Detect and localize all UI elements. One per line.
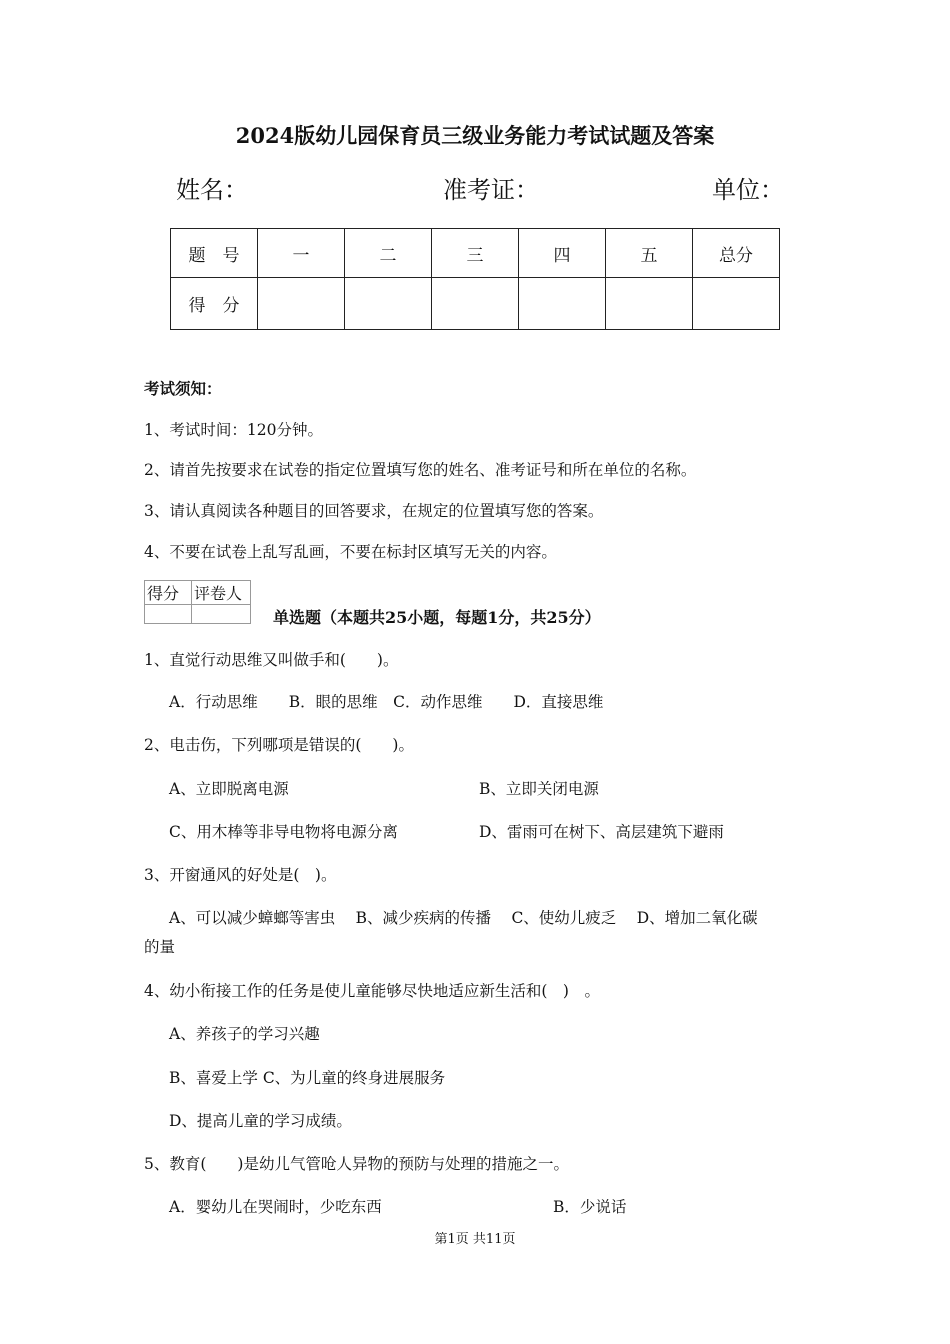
question-option: D、雷雨可在树下、高层建筑下避雨 <box>479 823 724 841</box>
grader-score-cell[interactable] <box>145 605 192 624</box>
unit-field-label: 单位： <box>712 176 784 204</box>
notice-item: 1、考试时间：120分钟。 <box>144 421 323 439</box>
score-header-cell: 二 <box>345 229 432 278</box>
score-header-cell: 一 <box>258 229 345 278</box>
question-stem: 4、幼小衔接工作的任务是使儿童能够尽快地适应新生活和( ) 。 <box>144 982 600 1000</box>
score-header-cell: 题 号 <box>171 229 258 278</box>
grader-reviewer-label: 评卷人 <box>192 581 251 605</box>
page-footer: 第1页 共11页 <box>434 1232 516 1247</box>
question-stem: 5、教育( )是幼儿气管呛人异物的预防与处理的措施之一。 <box>144 1155 569 1173</box>
score-cell[interactable] <box>519 278 606 330</box>
score-cell[interactable] <box>606 278 693 330</box>
score-table <box>170 228 780 330</box>
question-options-continued: 的量 <box>144 938 176 956</box>
question-options: A、可以减少蟑螂等害虫 B、减少疾病的传播 C、使幼儿疲乏 D、增加二氧化碳 <box>169 909 758 927</box>
notice-item: 3、请认真阅读各种题目的回答要求，在规定的位置填写您的答案。 <box>144 502 604 520</box>
exam-id-field-label: 准考证： <box>443 176 539 204</box>
question-stem: 3、开窗通风的好处是( )。 <box>144 866 337 884</box>
score-row-label: 得 分 <box>171 278 258 330</box>
score-header-cell: 总分 <box>693 229 780 278</box>
score-header-cell: 四 <box>519 229 606 278</box>
score-cell[interactable] <box>345 278 432 330</box>
question-option: B、立即关闭电源 <box>479 780 599 798</box>
question-stem: 2、电击伤，下列哪项是错误的( )。 <box>144 736 414 754</box>
grader-reviewer-cell[interactable] <box>192 605 251 624</box>
grader-table <box>144 580 251 624</box>
document-title: 2024版幼儿园保育员三级业务能力考试试题及答案 <box>235 123 715 148</box>
notice-heading: 考试须知： <box>144 379 222 398</box>
name-field-label: 姓名： <box>176 176 248 204</box>
question-option: B．少说话 <box>553 1198 627 1216</box>
grader-score-label: 得分 <box>145 581 192 605</box>
score-header-cell: 五 <box>606 229 693 278</box>
score-cell[interactable] <box>693 278 780 330</box>
question-option: A、立即脱离电源 <box>169 780 289 798</box>
question-option: B、喜爱上学 C、为儿童的终身进展服务 <box>169 1069 446 1087</box>
question-stem: 1、直觉行动思维又叫做手和( )。 <box>144 651 399 669</box>
question-option: A、养孩子的学习兴趣 <box>169 1025 320 1043</box>
question-option: D、提高儿童的学习成绩。 <box>169 1112 352 1130</box>
question-option: C、用木棒等非导电物将电源分离 <box>169 823 398 841</box>
section-title: 单选题（本题共25小题，每题1分，共25分） <box>273 608 601 627</box>
question-option: A．婴幼儿在哭闹时，少吃东西 <box>169 1198 382 1216</box>
notice-item: 4、不要在试卷上乱写乱画，不要在标封区填写无关的内容。 <box>144 543 557 561</box>
notice-item: 2、请首先按要求在试卷的指定位置填写您的姓名、准考证号和所在单位的名称。 <box>144 461 697 479</box>
score-header-cell: 三 <box>432 229 519 278</box>
score-cell[interactable] <box>258 278 345 330</box>
question-options: A．行动思维 B．眼的思维 C．动作思维 D．直接思维 <box>169 693 604 711</box>
score-cell[interactable] <box>432 278 519 330</box>
